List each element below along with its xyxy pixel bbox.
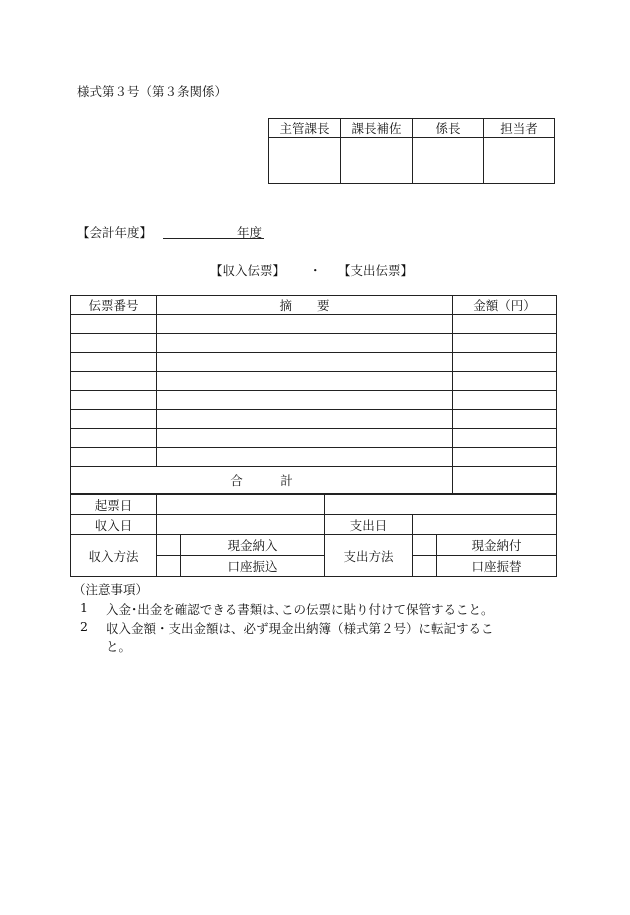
fiscal-year-suffix: 年度 <box>237 225 263 240</box>
summary-cell[interactable] <box>157 353 453 372</box>
slip-number-cell[interactable] <box>71 315 157 334</box>
issue-date-label: 起票日 <box>71 495 157 515</box>
ledger-table <box>70 295 557 494</box>
income-transfer-check[interactable] <box>157 556 181 577</box>
slip-number-cell[interactable] <box>71 410 157 429</box>
slip-number-cell[interactable] <box>71 353 157 372</box>
table-row <box>71 429 557 448</box>
summary-cell[interactable] <box>157 410 453 429</box>
issue-date-blank <box>325 495 557 515</box>
income-cash-check[interactable] <box>157 535 181 556</box>
approval-header-manager: 主管課長 <box>269 119 341 138</box>
slip-number-cell[interactable] <box>71 429 157 448</box>
income-slip-title: 【収入伝票】 <box>210 263 286 278</box>
approval-header-staff: 担当者 <box>484 119 555 138</box>
approval-header-deputy: 課長補佐 <box>341 119 413 138</box>
note-2-number: 2 <box>80 619 88 634</box>
table-row <box>71 410 557 429</box>
income-date-label: 収入日 <box>71 515 157 535</box>
issue-date-field[interactable] <box>157 495 325 515</box>
summary-cell[interactable] <box>157 334 453 353</box>
table-row <box>71 448 557 467</box>
amount-cell[interactable] <box>453 410 557 429</box>
expense-cash-check[interactable] <box>413 535 437 556</box>
summary-cell[interactable] <box>157 391 453 410</box>
approval-stamp-chief[interactable] <box>413 138 484 184</box>
slip-number-cell[interactable] <box>71 448 157 467</box>
income-cash-label: 現金納入 <box>181 535 325 556</box>
summary-cell[interactable] <box>157 448 453 467</box>
total-label: 合 計 <box>71 467 453 494</box>
expense-date-label: 支出日 <box>325 515 413 535</box>
table-row <box>71 315 557 334</box>
header-amount: 金額（円） <box>453 296 557 315</box>
amount-cell[interactable] <box>453 372 557 391</box>
form-label: 様式第３号（第３条関係） <box>77 84 228 99</box>
note-2-text: 収入金額・支出金額は、必ず現金出納簿（様式第２号）に転記するこ <box>106 621 494 636</box>
table-row <box>71 372 557 391</box>
header-slip-number: 伝票番号 <box>71 296 157 315</box>
header-summary: 摘 要 <box>157 296 453 315</box>
fiscal-year-label: 【会計年度】 <box>77 225 153 240</box>
expense-cash-label: 現金納付 <box>437 535 557 556</box>
expense-slip-title: 【支出伝票】 <box>338 263 414 278</box>
approval-table <box>268 118 555 184</box>
table-row <box>71 391 557 410</box>
income-transfer-label: 口座振込 <box>181 556 325 577</box>
approval-stamp-deputy[interactable] <box>341 138 413 184</box>
table-row <box>71 334 557 353</box>
details-table <box>70 494 557 577</box>
amount-cell[interactable] <box>453 315 557 334</box>
slip-number-cell[interactable] <box>71 334 157 353</box>
expense-date-field[interactable] <box>413 515 557 535</box>
summary-cell[interactable] <box>157 429 453 448</box>
expense-transfer-check[interactable] <box>413 556 437 577</box>
approval-stamp-staff[interactable] <box>484 138 555 184</box>
notes-heading: （注意事項） <box>73 582 149 597</box>
table-row <box>71 353 557 372</box>
amount-cell[interactable] <box>453 353 557 372</box>
summary-cell[interactable] <box>157 372 453 391</box>
income-date-field[interactable] <box>157 515 325 535</box>
amount-cell[interactable] <box>453 429 557 448</box>
note-1-number: 1 <box>80 600 88 615</box>
title-separator: ・ <box>309 263 322 278</box>
note-1-text: 入金･出金を確認できる書類は､この伝票に貼り付けて保管すること。 <box>106 602 494 617</box>
approval-header-chief: 係長 <box>413 119 484 138</box>
summary-cell[interactable] <box>157 315 453 334</box>
amount-cell[interactable] <box>453 448 557 467</box>
amount-cell[interactable] <box>453 391 557 410</box>
amount-cell[interactable] <box>453 334 557 353</box>
total-amount-cell[interactable] <box>453 467 557 494</box>
slip-number-cell[interactable] <box>71 372 157 391</box>
expense-transfer-label: 口座振替 <box>437 556 557 577</box>
note-2-continuation: と。 <box>106 639 132 654</box>
income-method-label: 収入方法 <box>71 535 157 577</box>
expense-method-label: 支出方法 <box>325 535 413 577</box>
slip-number-cell[interactable] <box>71 391 157 410</box>
approval-stamp-manager[interactable] <box>269 138 341 184</box>
